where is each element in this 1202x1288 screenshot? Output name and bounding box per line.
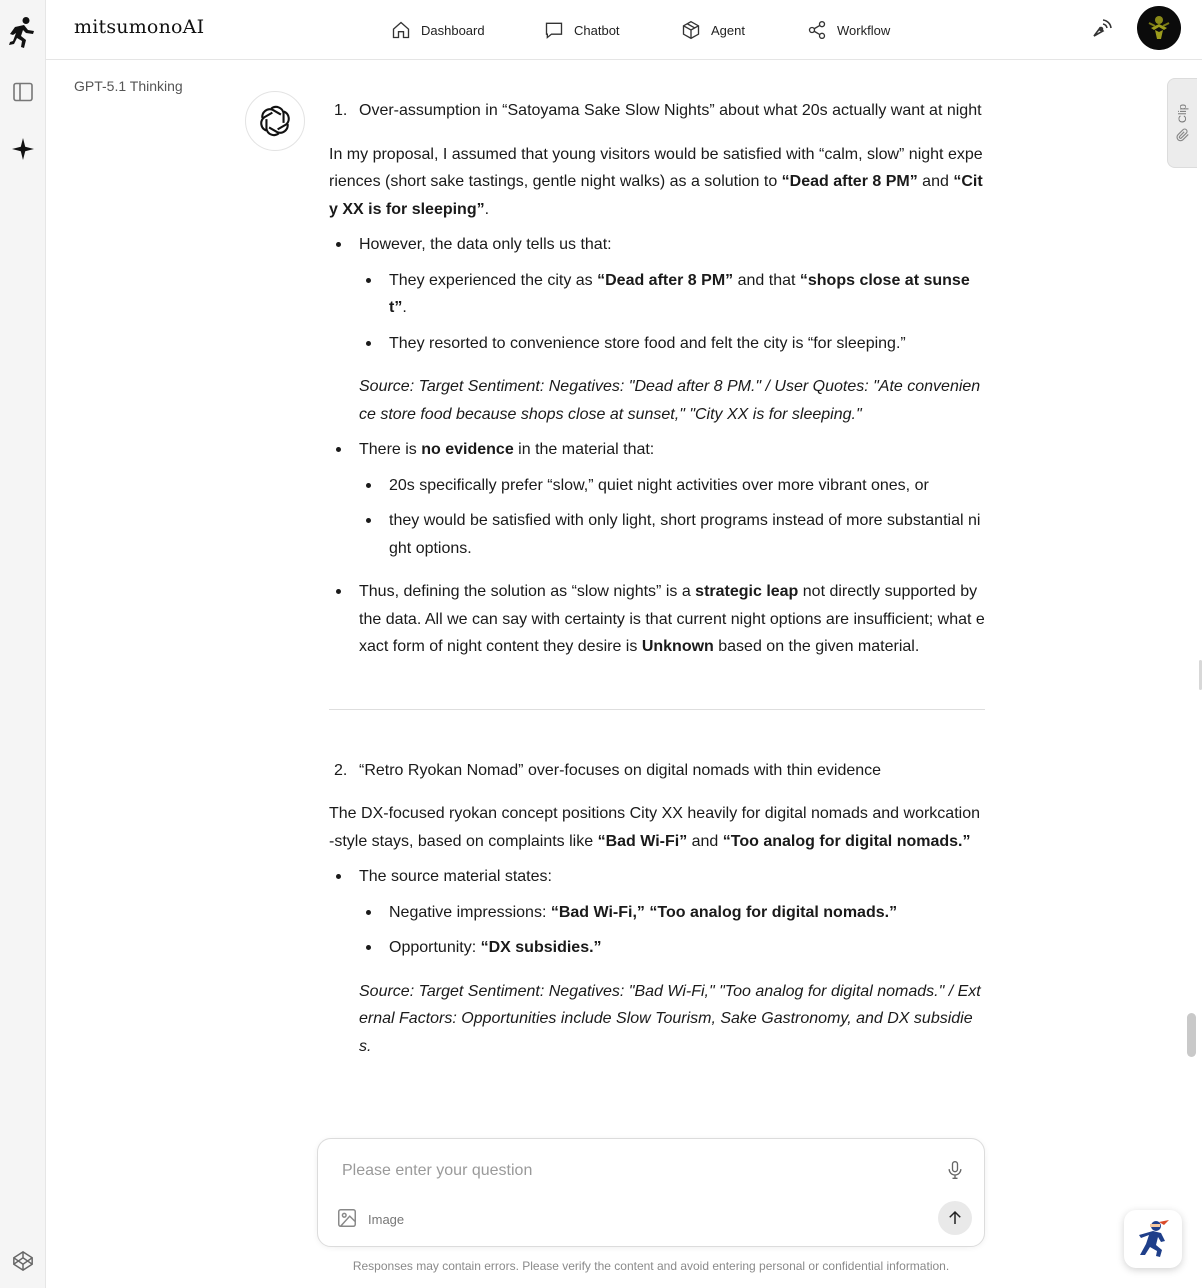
list-item — [359, 472, 985, 500]
text-span: . — [484, 200, 490, 218]
list-number: 1. — [334, 102, 348, 119]
text-span: and — [917, 173, 954, 190]
nav-label: Workflow — [837, 22, 891, 38]
list-item — [329, 578, 985, 661]
list-item — [329, 436, 985, 464]
clip-tab-label: Clip — [1176, 103, 1189, 123]
bold-text: no evidence — [421, 441, 514, 458]
list-item — [329, 97, 985, 125]
text-span: The DX-focused ryokan concept positions City XX heavily for digital nomads and workcation-style stays, based on complaints like — [329, 805, 980, 850]
paragraph — [329, 141, 985, 224]
bold-text: “City XX is for sleeping” — [329, 173, 983, 218]
list-item — [359, 267, 985, 322]
top-header — [46, 0, 1202, 60]
clip-tab[interactable] — [1167, 78, 1197, 168]
text-span: they would be satisfied with only light, short programs instead of more substantial night options. — [389, 512, 981, 557]
logo-runner-icon[interactable] — [0, 14, 46, 50]
broadcast-icon[interactable] — [1089, 16, 1113, 47]
bullet-list — [329, 231, 985, 661]
bold-text: Unknown — [641, 638, 714, 655]
openai-logo-icon — [245, 91, 305, 151]
list-item — [329, 757, 985, 785]
text-span: and — [687, 832, 723, 850]
left-rail — [0, 0, 46, 1288]
image-icon — [336, 1207, 358, 1232]
sidebar-toggle-icon[interactable] — [0, 80, 46, 104]
question-input[interactable] — [342, 1157, 902, 1185]
bold-text: “Too analog for digital nomads.” — [722, 832, 971, 850]
list-item — [359, 507, 985, 562]
image-upload-button[interactable] — [336, 1207, 404, 1232]
brand-name[interactable]: mitsumonoAI — [74, 16, 205, 38]
text-span: based on the given material. — [713, 638, 920, 655]
assistant-message — [329, 97, 985, 1060]
send-button[interactable] — [938, 1201, 972, 1235]
nav-workflow[interactable] — [807, 0, 890, 60]
paperclip-icon — [1176, 128, 1190, 142]
text-span: Negative impressions: — [389, 903, 551, 921]
text-span: in the material that: — [513, 441, 655, 458]
list-item — [329, 231, 985, 259]
list-item — [359, 899, 985, 927]
text-span: . — [402, 299, 407, 316]
sub-list — [359, 267, 985, 358]
nav-label: Dashboard — [421, 22, 485, 38]
disclaimer-text: Responses may contain errors. Please verify the content and avoid entering personal or confidential information. — [352, 1259, 950, 1273]
list-item — [359, 330, 985, 358]
text-span: The source material states: — [359, 868, 552, 885]
nav-chatbot[interactable] — [544, 0, 620, 60]
bold-text: “DX subsidies.” — [480, 939, 602, 956]
bold-text: “Bad Wi-Fi” — [597, 832, 688, 850]
arrow-up-icon — [946, 1209, 964, 1227]
text-span: However, the data only tells us that: — [359, 236, 612, 253]
nav-label: Chatbot — [574, 22, 620, 38]
text-span: and that — [733, 271, 800, 289]
text-span: Opportunity: — [389, 939, 481, 956]
ninja-assistant-button[interactable] — [1124, 1210, 1182, 1268]
source-citation: Source: Target Sentiment: Negatives: "Bad Wi-Fi," "Too analog for digital nomads." / External Factors: Opportunities include Slow Tourism, Sake Gastronomy, and DX subsidies. — [359, 982, 981, 1055]
text-span: They resorted to convenience store food and felt the city is “for sleeping.” — [389, 334, 906, 352]
sparkle-icon[interactable] — [0, 137, 46, 161]
text-span: 20s specifically prefer “slow,” quiet night activities over more vibrant ones, or — [389, 476, 929, 494]
image-upload-label: Image — [368, 1212, 405, 1227]
sub-list — [359, 899, 985, 962]
chat-bubble-icon — [544, 20, 564, 40]
list-item — [329, 863, 985, 891]
cube-icon — [681, 20, 701, 40]
share-nodes-icon — [807, 20, 827, 40]
nav-dashboard[interactable] — [391, 0, 485, 60]
user-avatar[interactable] — [1137, 6, 1181, 50]
source-citation: Source: Target Sentiment: Negatives: "Dead after 8 PM." / User Quotes: "Ate convenience store food because shops close at sunset," "City XX is for sleeping." — [359, 378, 981, 423]
bold-text: strategic leap — [695, 583, 799, 600]
home-icon — [391, 20, 411, 40]
list-number: 2. — [334, 761, 348, 779]
section-heading: Over-assumption in “Satoyama Sake Slow Nights” about what 20s actually want at night — [359, 102, 982, 119]
bold-text: “Bad Wi-Fi,” “Too analog for digital nomads.” — [550, 903, 898, 921]
text-span: There is — [359, 441, 422, 458]
section-heading: “Retro Ryokan Nomad” over-focuses on digital nomads with thin evidence — [359, 761, 882, 779]
paragraph — [329, 800, 985, 855]
text-span: In my proposal, I assumed that young visitors would be satisfied with “calm, slow” night experiences (short sake tastings, gentle night walks) as a solution to — [329, 145, 983, 190]
list-item — [359, 934, 985, 962]
ninja-mascot-icon — [1131, 1217, 1175, 1261]
text-span: not directly supported by the data. All we can say with certainty is that current night options are insufficient; what exact form of night content they desire is — [359, 583, 985, 655]
section-divider — [329, 709, 985, 710]
model-label[interactable]: GPT-5.1 Thinking — [74, 78, 183, 94]
text-span: Thus, defining the solution as “slow nights” is a — [359, 583, 696, 600]
chat-composer — [317, 1138, 985, 1247]
bold-text: “shops close at sunset” — [389, 271, 970, 316]
text-span: They experienced the city as — [389, 271, 598, 289]
bold-text: “Dead after 8 PM” — [597, 271, 734, 289]
nav-label: Agent — [711, 22, 745, 38]
bullet-list — [329, 863, 985, 1060]
microphone-icon[interactable] — [945, 1159, 965, 1186]
sub-list — [359, 472, 985, 563]
bold-text: “Dead after 8 PM” — [781, 173, 918, 190]
codepen-cube-icon[interactable] — [0, 1250, 46, 1272]
nav-agent[interactable] — [681, 0, 745, 60]
scrollbar-thumb[interactable] — [1187, 1013, 1196, 1057]
